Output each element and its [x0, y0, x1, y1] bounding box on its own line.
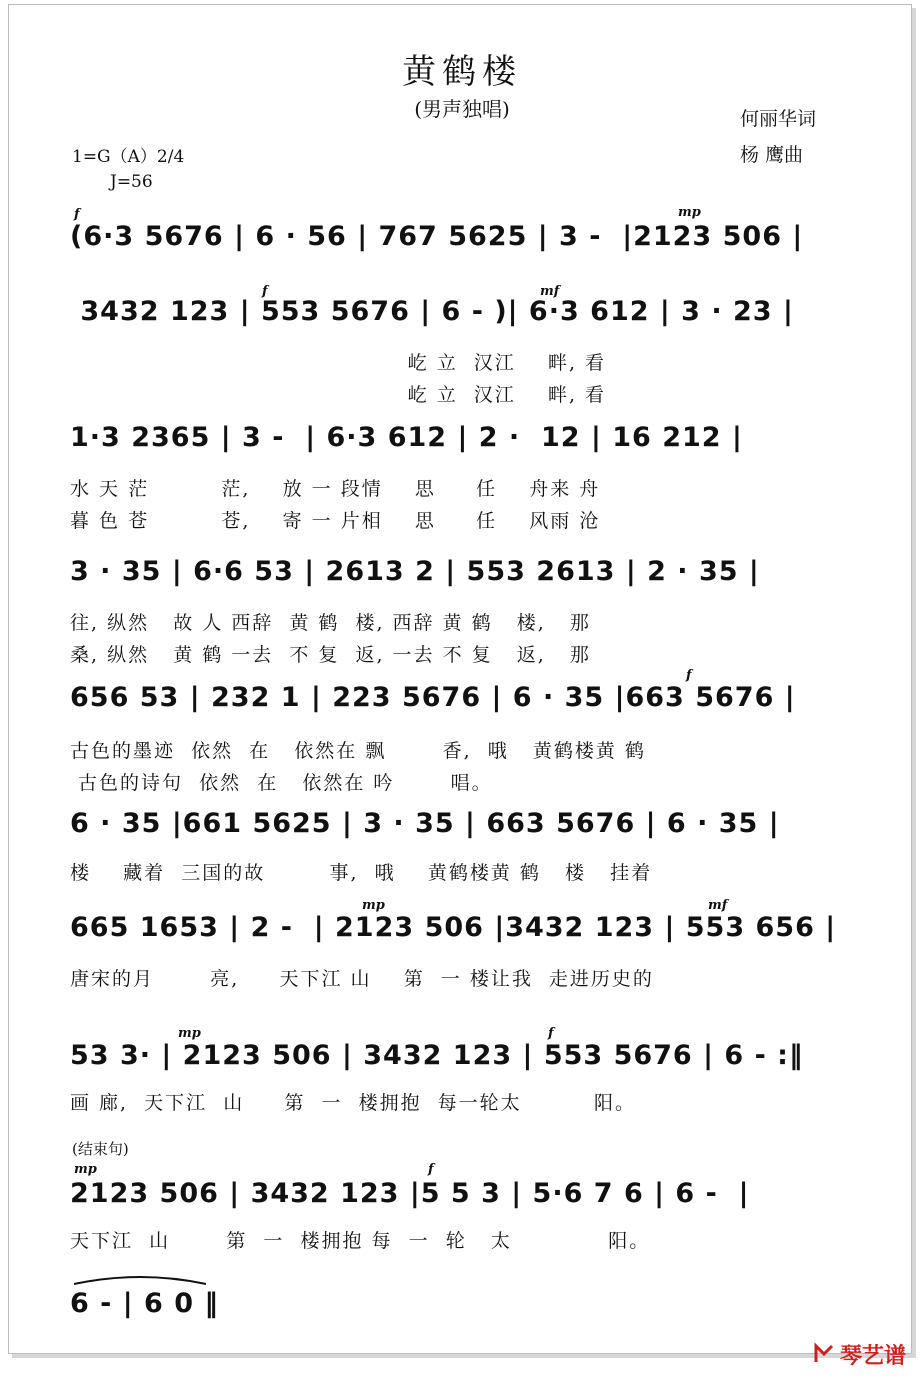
lyrics-verse-1: 屹 立 汉江 畔, 看	[70, 352, 607, 374]
dynamic-mark: mp	[178, 1026, 201, 1041]
lyrics-verse-2: 古色的诗句 依然 在 依然在 吟 唱。	[70, 772, 493, 794]
lyrics-verse-1: 古色的墨迹 依然 在 依然在 飘 香, 哦 黄鹤楼黄 鹤	[70, 740, 646, 762]
notation-line: (6·3 5676 | 6 · 56 | 767 5625 | 3 - |2123 506 |	[70, 221, 804, 252]
notation-line: 3432 123 | 553 5676 | 6 - )| 6·3 612 | 3 · 23 |	[70, 296, 794, 327]
song-title: 黄鹤楼	[402, 52, 522, 92]
dynamic-mark: mp	[74, 1162, 97, 1177]
lyricist: 何丽华词	[740, 108, 817, 130]
lyrics-verse-2: 暮 色 苍 苍, 寄 一 片相 思 任 风雨 沧	[70, 510, 601, 532]
lyrics-verse-1: 天下江 山 第 一 楼拥抱 每 一 轮 太 阳。	[70, 1230, 651, 1252]
watermark-text: 琴艺谱	[840, 1344, 907, 1369]
notation-line: 656 53 | 232 1 | 223 5676 | 6 · 35 |663 5676 |	[70, 682, 796, 713]
dynamic-mark: mp	[362, 898, 385, 913]
dynamic-mark: mp	[678, 205, 701, 220]
notation-line: 665 1653 | 2 - | 2123 506 |3432 123 | 553 656 |	[70, 912, 837, 943]
lyrics-verse-2: 屹 立 汉江 畔, 看	[70, 384, 607, 406]
notation-line: 2123 506 | 3432 123 |5 5 3 | 5·6 7 6 | 6 - |	[70, 1178, 750, 1209]
score-sheet	[8, 4, 912, 1354]
notation-line: 6 - | 6 0 ‖	[70, 1288, 219, 1319]
dynamic-mark: mf	[708, 898, 728, 913]
dynamic-mark: mf	[540, 284, 560, 299]
dynamic-mark: f	[548, 1026, 554, 1041]
composer: 杨 鹰曲	[740, 144, 804, 166]
notation-line: 6 · 35 |661 5625 | 3 · 35 | 663 5676 | 6 · 35 |	[70, 808, 780, 839]
lyrics-verse-1: 画 廊, 天下江 山 第 一 楼拥抱 每一轮太 阳。	[70, 1092, 637, 1114]
site-watermark	[812, 1339, 910, 1369]
dynamic-mark: f	[74, 207, 80, 222]
dynamic-mark: f	[686, 668, 692, 683]
song-subtitle: (男声独唱)	[414, 97, 510, 121]
lyrics-verse-1: 往, 纵然 故 人 西辞 黄 鹤 楼, 西辞 黄 鹤 楼, 那	[70, 612, 591, 634]
notation-line: 53 3· | 2123 506 | 3432 123 | 553 5676 | 6 - :‖	[70, 1040, 804, 1071]
slur-mark	[70, 1272, 210, 1286]
notation-line: 1·3 2365 | 3 - | 6·3 612 | 2 · 12 | 16 212 |	[70, 422, 743, 453]
lyrics-verse-1: 唐宋的月 亮, 天下江 山 第 一 楼让我 走进历史的	[70, 968, 654, 990]
dynamic-mark: f	[262, 284, 268, 299]
tempo-mark: J=56	[110, 172, 153, 192]
lyrics-verse-1: 楼 藏着 三国的故 事, 哦 黄鹤楼黄 鹤 楼 挂着	[70, 862, 653, 884]
lyrics-verse-1: 水 天 茫 茫, 放 一 段情 思 任 舟来 舟	[70, 478, 601, 500]
qinyipu-logo-icon	[812, 1342, 836, 1366]
dynamic-mark: f	[428, 1162, 434, 1177]
key-signature: 1=G（A）2/4	[72, 147, 185, 167]
notation-line: 3 · 35 | 6·6 53 | 2613 2 | 553 2613 | 2 · 35 |	[70, 556, 760, 587]
lyrics-verse-2: 桑, 纵然 黄 鹤 一去 不 复 返, 一去 不 复 返, 那	[70, 644, 591, 666]
ending-label: (结束句)	[72, 1140, 129, 1158]
